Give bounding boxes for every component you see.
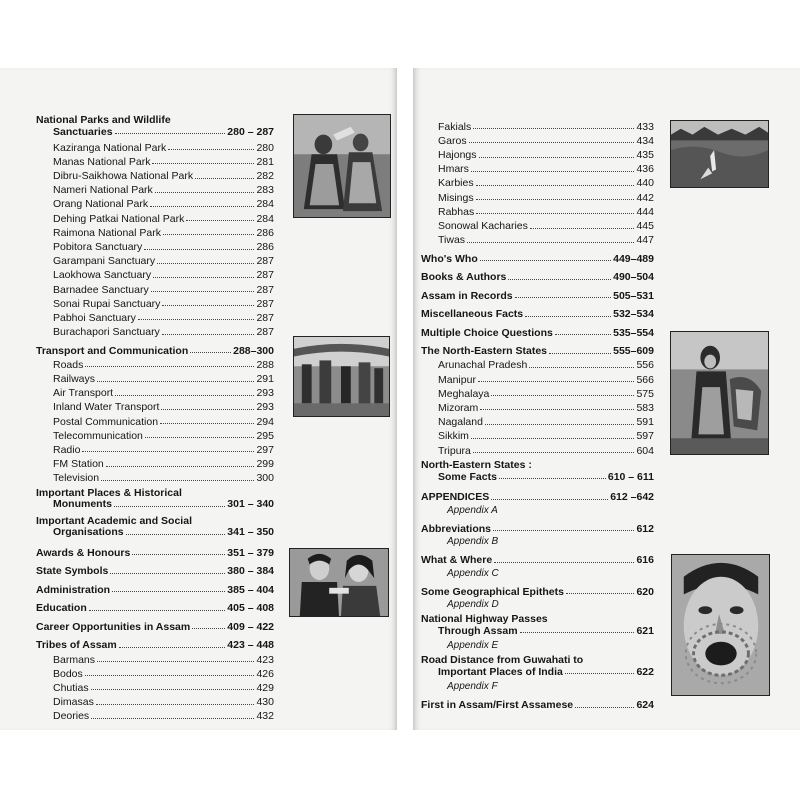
dot-leader — [114, 506, 225, 507]
toc-section-state-symbols — [36, 558, 274, 577]
page-number: 432 — [256, 710, 274, 723]
toc-entry-orang-national-park — [36, 196, 274, 210]
toc-entry-label: Meghalaya — [438, 387, 490, 400]
toc-section-awards-honours — [36, 540, 274, 559]
toc-entry-garos — [421, 132, 654, 146]
toc-entry-pabhoi-sanctuary — [36, 309, 274, 323]
toc-section-important-places-historical — [36, 484, 274, 512]
toc-entry-label: Manipur — [438, 373, 476, 386]
toc-entry-label: Garampani Sanctuary — [53, 255, 156, 268]
toc-entry-arunachal-pradesh — [421, 357, 654, 371]
page-number: 620 — [636, 585, 654, 598]
page-number: 291 — [256, 373, 274, 385]
page-number: 293 — [256, 387, 274, 400]
page-number: 430 — [256, 696, 274, 709]
toc-section-miscellaneous-facts — [421, 301, 654, 320]
dot-leader — [508, 279, 611, 280]
dot-leader — [101, 480, 254, 481]
toc-entry-laokhowa-sanctuary — [36, 267, 274, 281]
toc-entry-label: Karbies — [438, 177, 474, 190]
dot-leader — [162, 305, 254, 306]
page-number: 535–554 — [613, 326, 654, 339]
page-number: 591 — [636, 416, 654, 429]
dot-leader — [144, 249, 254, 250]
folk-dancers-photo — [293, 114, 391, 218]
page-number: 423 — [256, 653, 274, 666]
toc-section-title: Career Opportunities in Assam — [36, 620, 191, 633]
street-crowd-photo — [293, 336, 390, 417]
face-paint-photo — [671, 554, 770, 696]
toc-section-title: Transport and Communication — [36, 344, 189, 357]
dot-leader — [473, 128, 634, 129]
page-number: 444 — [636, 205, 654, 218]
toc-entry-air-transport — [36, 385, 274, 399]
dot-leader — [91, 689, 255, 690]
toc-entry-misings — [421, 189, 654, 203]
dot-leader — [85, 675, 255, 676]
appendix-label: Appendix A — [447, 504, 498, 516]
page-number: 286 — [256, 226, 274, 239]
toc-section-title: Assam in Records — [421, 289, 513, 302]
dot-leader — [155, 192, 255, 193]
page-number: 490–504 — [613, 271, 654, 284]
toc-entry-label: Dimasas — [53, 696, 94, 709]
toc-entry-karbies — [421, 175, 654, 189]
toc-section-title: State Symbols — [36, 565, 109, 578]
toc-entry-label: Burachapori Sanctuary — [53, 326, 160, 339]
toc-section-north-eastern-states — [421, 456, 654, 484]
toc-entry-barnadee-sanctuary — [36, 281, 274, 295]
toc-entry-label: Tripura — [438, 444, 471, 457]
toc-section-what-where — [421, 547, 654, 566]
appendix-label: Appendix F — [447, 681, 498, 692]
toc-entry-label: Roads — [53, 358, 84, 371]
toc-section-title-line2: Through Assam — [438, 624, 518, 637]
toc-section-title: Tribes of Assam — [36, 639, 117, 652]
toc-section-title-line2: Organisations — [53, 526, 124, 539]
toc-entry-label: Barmans — [53, 653, 96, 666]
toc-section-title-line2-row — [36, 499, 274, 510]
page-number: 287 — [256, 269, 274, 282]
toc-entry-sikkim — [421, 428, 654, 442]
page-number: 434 — [636, 134, 654, 147]
page-number: 288–300 — [233, 344, 274, 357]
page-number: 281 — [256, 155, 274, 168]
page-number: 616 — [636, 554, 654, 566]
toc-entry-chutias — [36, 679, 274, 693]
toc-section-title-line2: Important Places of India — [438, 665, 563, 678]
toc-entry-sonai-rupai-sanctuary — [36, 295, 274, 309]
dot-leader — [110, 573, 225, 574]
toc-entry-label: Hajongs — [438, 149, 477, 162]
page-number: 287 — [256, 297, 274, 310]
page-number: 610 – 611 — [607, 470, 654, 483]
toc-entry-roads — [36, 356, 274, 370]
dot-leader — [153, 277, 254, 278]
page-number: 287 — [256, 326, 274, 339]
dot-leader — [192, 628, 225, 629]
toc-section-title-line2-row — [421, 472, 654, 483]
toc-entry-hajongs — [421, 146, 654, 160]
toc-entry-kaziranga-national-park — [36, 139, 274, 153]
page-number: 297 — [256, 443, 274, 456]
toc-entry-label: Nameri National Park — [53, 184, 153, 197]
dot-leader — [186, 220, 254, 221]
toc-entry-label: Barnadee Sanctuary — [53, 283, 149, 296]
toc-entry-deories — [36, 708, 274, 722]
dot-leader — [473, 452, 635, 453]
page-number: 622 — [636, 665, 654, 678]
page-number: 341 – 350 — [227, 526, 274, 539]
page-number: 301 – 340 — [227, 498, 274, 511]
toc-section-title-line2-row — [36, 527, 274, 538]
toc-entry-label: Dehing Patkai National Park — [53, 212, 185, 225]
dot-leader — [91, 718, 254, 719]
toc-section-title: Who's Who — [421, 252, 478, 265]
page-number: 351 – 379 — [227, 546, 274, 559]
page-number: 280 — [256, 141, 274, 154]
page-number: 409 – 422 — [227, 620, 274, 633]
toc-entry-label: Deories — [53, 710, 90, 723]
dot-leader — [96, 704, 255, 705]
dot-leader — [97, 661, 254, 662]
dot-leader — [485, 424, 635, 425]
dot-leader — [530, 228, 635, 229]
toc-section-education — [36, 595, 274, 614]
toc-entry-label: Inland Water Transport — [53, 401, 160, 414]
toc-entry-label: Telecommunication — [53, 429, 143, 442]
dot-leader — [471, 438, 635, 439]
page-number: 604 — [636, 444, 654, 457]
toc-entry-inland-water-transport — [36, 399, 274, 413]
toc-entry-label: Raimona National Park — [53, 226, 161, 239]
page-number: 442 — [636, 191, 654, 204]
dot-leader — [145, 437, 255, 438]
dot-leader — [106, 466, 255, 467]
dot-leader — [152, 163, 254, 164]
page-number: 597 — [636, 430, 654, 443]
toc-section-title-line2-row — [421, 626, 654, 637]
toc-entry-label: Hmars — [438, 163, 469, 176]
page-number: 282 — [256, 170, 274, 183]
toc-section-national-parks-and-wildlife — [36, 111, 274, 139]
dot-leader — [469, 142, 635, 143]
toc-entry-label: Arunachal Pradesh — [438, 359, 528, 372]
page-number: 293 — [256, 401, 274, 414]
page-number: 433 — [636, 120, 654, 133]
dot-leader — [575, 707, 634, 708]
toc-entry-label: Sonowal Kacharies — [438, 220, 528, 232]
toc-section-the-north-eastern-states — [421, 338, 654, 357]
toc-entry-railways — [36, 370, 274, 384]
dot-leader — [112, 591, 225, 592]
dot-leader — [479, 157, 635, 158]
toc-entry-label: Manas National Park — [53, 155, 151, 168]
toc-section-career-opportunities-in-assam — [36, 614, 274, 633]
toc-section-important-academic-and-social — [36, 512, 274, 540]
toc-section-transport-and-communication — [36, 338, 274, 357]
page-number: 575 — [636, 387, 654, 400]
toc-entry-raimona-national-park — [36, 224, 274, 238]
dot-leader — [138, 319, 255, 320]
page-number: 423 – 448 — [227, 639, 274, 652]
dot-leader — [480, 260, 611, 261]
page-number: 426 — [256, 667, 274, 680]
page-number: 284 — [256, 212, 274, 225]
toc-entry-label: Orang National Park — [53, 198, 149, 211]
appendix-label: Appendix C — [447, 567, 499, 579]
dot-leader — [89, 610, 226, 611]
page-number: 612 — [636, 522, 654, 535]
toc-entry-label: Railways — [53, 373, 96, 385]
toc-entry-dibru-saikhowa-national-park — [36, 167, 274, 181]
page-number: 583 — [636, 401, 654, 414]
toc-entry-label: Pabhoi Sanctuary — [53, 311, 136, 324]
toc-section-title: Education — [36, 602, 87, 615]
toc-section-road-distance-from-guwahati-to — [421, 651, 654, 679]
page-number: 447 — [636, 234, 654, 247]
dot-leader — [195, 178, 254, 179]
dot-leader — [499, 478, 606, 479]
dot-leader — [476, 199, 635, 200]
toc-entry-sonowal-kacharies — [421, 217, 654, 231]
toc-section-title: The North-Eastern States — [421, 345, 548, 358]
dot-leader — [555, 334, 611, 335]
toc-section-title-line2: Monuments — [53, 498, 112, 511]
film-couple-photo — [289, 548, 389, 617]
dot-leader — [493, 530, 634, 531]
dot-leader — [115, 395, 254, 396]
toc-section-title-line2: Some Facts — [438, 470, 497, 483]
dot-leader — [525, 316, 611, 317]
toc-entry-label: Air Transport — [53, 387, 114, 400]
page-number: 287 — [256, 283, 274, 296]
dot-leader — [565, 673, 635, 674]
appendix-label: Appendix B — [447, 536, 499, 547]
toc-entry-manipur — [421, 371, 654, 385]
page-number: 288 — [256, 358, 274, 371]
toc-section-appendices — [421, 484, 654, 503]
toc-section-abbreviations — [421, 516, 654, 535]
dot-leader — [549, 353, 611, 354]
toc-section-title-line1: Important Places & Historical — [36, 486, 182, 499]
page-number: 284 — [256, 198, 274, 211]
toc-entry-television — [36, 470, 274, 484]
toc-section-title: First in Assam/First Assamese — [421, 699, 574, 711]
dot-leader — [85, 366, 254, 367]
toc-entry-bodos — [36, 665, 274, 679]
dot-leader — [476, 185, 635, 186]
toc-entry-rabhas — [421, 203, 654, 217]
page-number: 299 — [256, 458, 274, 471]
dot-leader — [126, 534, 226, 535]
toc-section-title: Administration — [36, 583, 111, 596]
dot-leader — [150, 206, 254, 207]
toc-entry-label: FM Station — [53, 458, 104, 471]
toc-section-title: Abbreviations — [421, 522, 492, 535]
dot-leader — [132, 554, 225, 555]
dot-leader — [162, 334, 255, 335]
page-number: 436 — [636, 163, 654, 176]
page-number: 612 –642 — [610, 491, 654, 503]
toc-entry-manas-national-park — [36, 153, 274, 167]
page-number: 566 — [636, 373, 654, 386]
toc-section-title-line1: North-Eastern States : — [421, 459, 532, 471]
toc-entry-nameri-national-park — [36, 182, 274, 196]
page-number: 532–534 — [613, 308, 654, 321]
dot-leader — [97, 381, 254, 382]
toc-entry-fm-station — [36, 455, 274, 469]
toc-entry-label: Rabhas — [438, 205, 475, 218]
toc-entry-radio — [36, 441, 274, 455]
dot-leader — [471, 171, 635, 172]
book-gutter — [397, 68, 413, 730]
toc-entry-label: Bodos — [53, 667, 83, 680]
page-number: 287 — [256, 311, 274, 324]
toc-entry-label: Chutias — [53, 681, 89, 694]
toc-entry-label: Sonai Rupai Sanctuary — [53, 297, 161, 310]
dot-leader — [491, 395, 634, 396]
dot-leader — [491, 499, 608, 500]
dot-leader — [119, 647, 226, 648]
toc-section-national-highway-passes — [421, 610, 654, 638]
toc-section-title: Multiple Choice Questions — [421, 326, 553, 339]
dot-leader — [160, 423, 254, 424]
toc-entry-label: Misings — [438, 191, 474, 204]
toc-entry-label: Dibru-Saikhowa National Park — [53, 170, 194, 183]
toc-entry-telecommunication — [36, 427, 274, 441]
dot-leader — [168, 149, 254, 150]
toc-entry-tiwas — [421, 232, 654, 246]
toc-section-title: Books & Authors — [421, 271, 507, 284]
dot-leader — [566, 593, 635, 594]
page-number: 621 — [636, 624, 654, 637]
toc-section-title-line2-row — [36, 127, 274, 138]
toc-entry-label: Sikkim — [438, 430, 469, 443]
page-number: 280 – 287 — [227, 125, 274, 138]
toc-section-title-line2: Sanctuaries — [53, 125, 113, 138]
page-number: 300 — [256, 472, 274, 485]
page-number: 380 – 384 — [227, 565, 274, 578]
toc-entry-label: Fakials — [438, 120, 472, 133]
toc-entry-label: Television — [53, 472, 100, 485]
left-contents-list — [36, 111, 274, 722]
dot-leader — [478, 381, 635, 382]
toc-entry-label: Radio — [53, 443, 81, 456]
toc-entry-label: Postal Communication — [53, 415, 159, 428]
page-number: 287 — [256, 255, 274, 268]
toc-entry-label: Tiwas — [438, 234, 466, 247]
toc-section-title-line1: National Highway Passes — [421, 613, 548, 625]
page-number: 283 — [256, 184, 274, 197]
page-number: 445 — [636, 220, 654, 232]
toc-section-who-s-who — [421, 246, 654, 265]
toc-section-title: Miscellaneous Facts — [421, 308, 524, 321]
toc-section-title: Some Geographical Epithets — [421, 585, 564, 598]
dot-leader — [82, 451, 254, 452]
toc-section-first-in-assam-first-assamese — [421, 692, 654, 711]
dot-leader — [476, 213, 634, 214]
toc-entry-hmars — [421, 161, 654, 175]
toc-entry-mizoram — [421, 399, 654, 413]
dot-leader — [520, 632, 635, 633]
dot-leader — [115, 133, 226, 134]
toc-entry-label: Mizoram — [438, 401, 479, 414]
dot-leader — [157, 263, 254, 264]
grassland-bird-photo — [670, 120, 769, 188]
toc-entry-label: Laokhowa Sanctuary — [53, 269, 152, 282]
toc-section-tribes-of-assam — [36, 632, 274, 651]
toc-entry-label: Nagaland — [438, 416, 483, 429]
appendix-label: Appendix E — [447, 640, 499, 651]
dot-leader — [494, 562, 634, 563]
toc-section-title-line1: Road Distance from Guwahati to — [421, 654, 584, 666]
page-number: 556 — [636, 359, 654, 372]
dot-leader — [480, 409, 634, 410]
page-number: 440 — [636, 177, 654, 190]
page-number: 435 — [636, 149, 654, 162]
page-number: 294 — [256, 415, 274, 428]
page-number: 429 — [256, 681, 274, 694]
toc-section-books-authors — [421, 264, 654, 283]
toc-section-assam-in-records — [421, 283, 654, 302]
toc-section-administration — [36, 577, 274, 596]
toc-entry-meghalaya — [421, 385, 654, 399]
toc-entry-burachapori-sanctuary — [36, 323, 274, 337]
toc-entry-dimasas — [36, 693, 274, 707]
dot-leader — [151, 291, 255, 292]
page-number: 449–489 — [613, 252, 654, 265]
dot-leader — [467, 242, 634, 243]
page-number: 405 – 408 — [227, 602, 274, 615]
festival-dancer-photo — [670, 331, 769, 455]
page-number: 286 — [256, 241, 274, 253]
toc-section-multiple-choice-questions — [421, 320, 654, 339]
toc-entry-nagaland — [421, 413, 654, 427]
toc-entry-dehing-patkai-national-park — [36, 210, 274, 224]
page-number: 385 – 404 — [227, 583, 274, 596]
toc-section-some-geographical-epithets — [421, 579, 654, 598]
toc-entry-tripura — [421, 442, 654, 456]
page-number: 555–609 — [613, 345, 654, 358]
toc-entry-fakials — [421, 118, 654, 132]
toc-entry-label: Pobitora Sanctuary — [53, 241, 143, 253]
page-number: 295 — [256, 429, 274, 442]
toc-entry-label: Garos — [438, 134, 467, 147]
toc-section-title-line1: National Parks and Wildlife — [36, 114, 171, 126]
toc-entry-label: Kaziranga National Park — [53, 141, 167, 154]
toc-section-title: APPENDICES — [421, 491, 490, 503]
page-number: 505–531 — [613, 289, 654, 302]
toc-section-title: Awards & Honours — [36, 546, 131, 559]
dot-leader — [190, 352, 231, 353]
appendix-label: Appendix D — [447, 599, 499, 610]
dot-leader — [163, 234, 255, 235]
dot-leader — [529, 367, 634, 368]
toc-entry-garampani-sanctuary — [36, 253, 274, 267]
dot-leader — [161, 409, 254, 410]
toc-section-title: What & Where — [421, 554, 493, 566]
page-number: 624 — [636, 699, 654, 711]
toc-entry-postal-communication — [36, 413, 274, 427]
toc-section-title-line2-row — [421, 667, 654, 678]
toc-entry-pobitora-sanctuary — [36, 238, 274, 252]
right-contents-list — [421, 118, 654, 711]
toc-section-title-line1: Important Academic and Social — [36, 514, 192, 527]
dot-leader — [515, 297, 611, 298]
toc-entry-barmans — [36, 651, 274, 665]
